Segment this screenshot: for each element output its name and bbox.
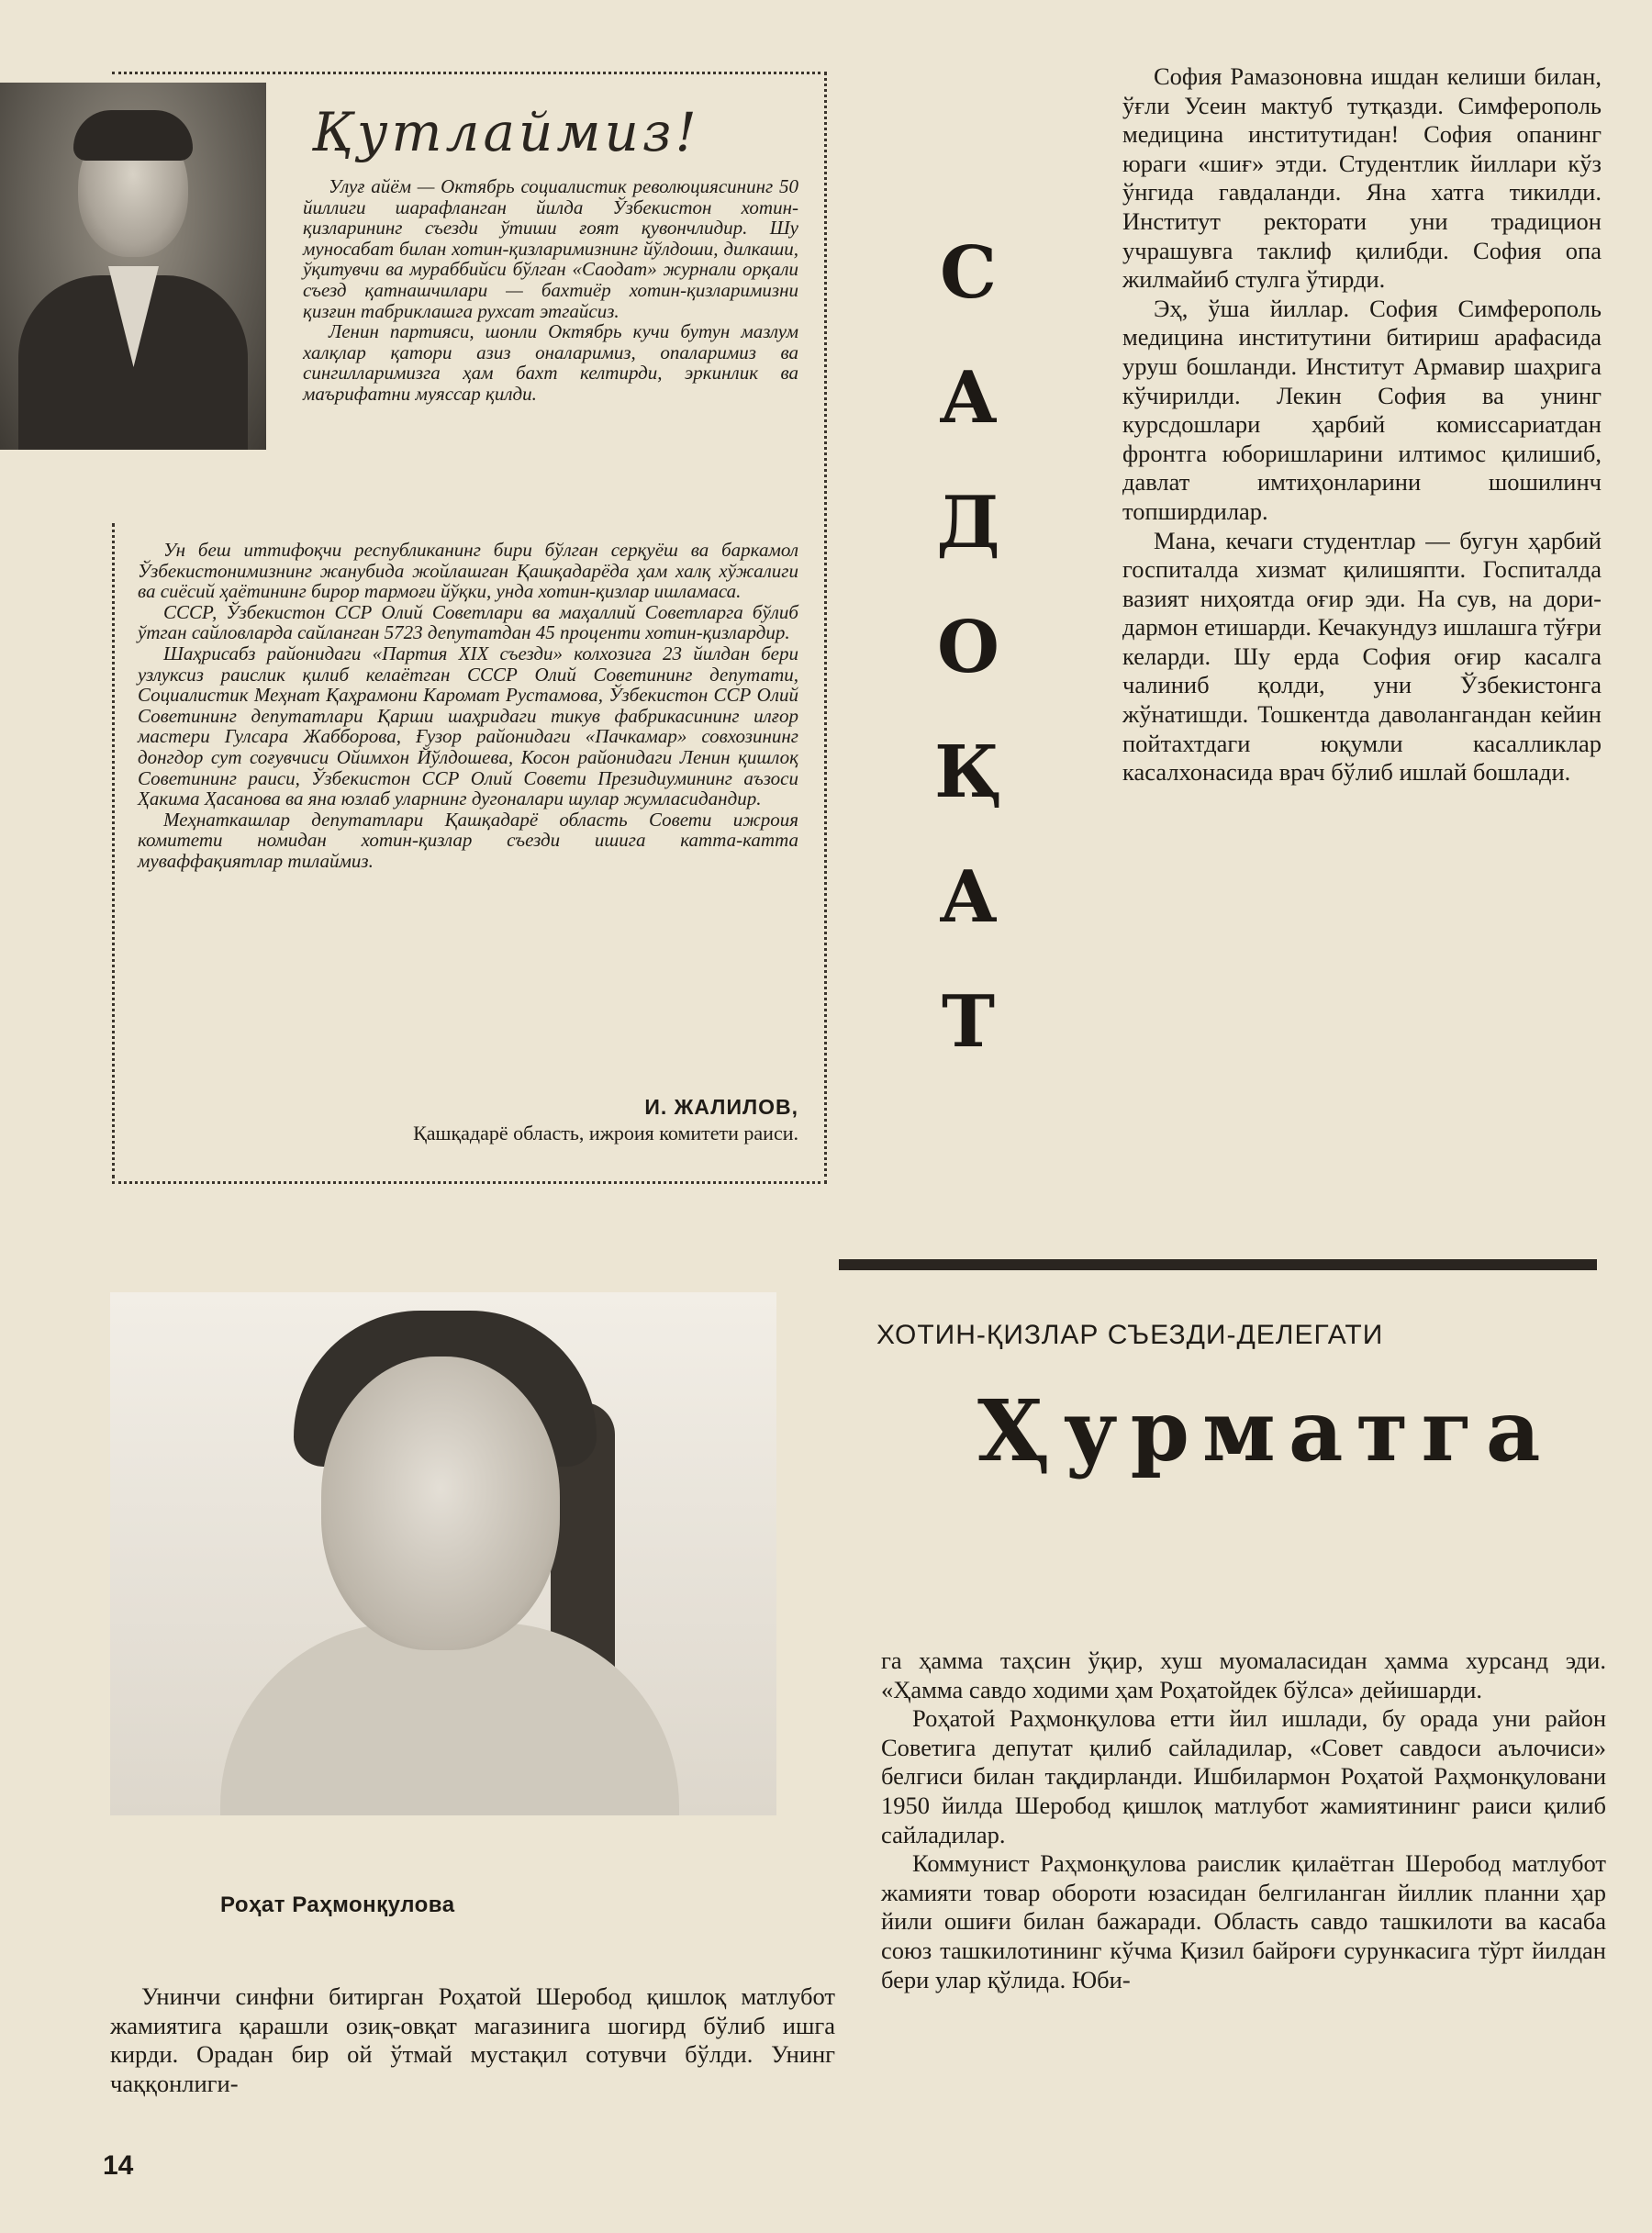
greeting-title: Қутлаймиз! xyxy=(312,101,700,163)
article-paragraph: Унинчи синфни битирган Роҳатой Шеробод қишлоқ матлубот жамиятига қарашли озиқ-овқат магазинига шогирд бўлиб ишга кирди. Орадан бир ой ўтмай мустақил сотувчи бўлди. Унинг чаққонлиги- xyxy=(110,1982,835,2097)
vertical-title xyxy=(932,211,1005,1085)
vertical-title-letter: Қ xyxy=(934,731,1002,814)
greeting-signer: И. ЖАЛИЛОВ, xyxy=(644,1095,798,1119)
greeting-frame-left-rule xyxy=(112,523,115,1178)
article-kicker: ХОТИН-ҚИЗЛАР СЪЕЗДИ-ДЕЛЕГАТИ xyxy=(876,1320,1384,1350)
article-paragraph: Коммунист Раҳмонқулова раислик қилаётган Шеробод матлубот жамияти товар обороти юзасидан белгиланган йиллик планни ҳар йили ошиғи билан бажаради. Область савдо ташкилоти ва касаба союз ташкилотининг кўчма Қизил байроғи сурункасига тўрт йилдан бери улар қўлида. Юби- xyxy=(881,1849,1606,1993)
article-paragraph: га ҳамма таҳсин ўқир, хуш муомаласидан ҳамма хурсанд эди. «Ҳамма савдо ходими ҳам Роҳатойдек бўлса» дейишарди. xyxy=(881,1647,1606,1703)
article-headline: Ҳурматга xyxy=(977,1381,1554,1480)
vertical-title-letter: Д xyxy=(936,481,1000,564)
greeting-text-bottom xyxy=(138,540,798,872)
greeting-paragraph: Ленин партияси, шонли Октябрь кучи бутун мазлум халқлар қатори азиз оналаримиз, опаларимиз ва сингилларимизга ҳам бахт келтирди, эркинлик ва маърифатни муяссар қилди. xyxy=(303,320,798,405)
story-paragraph: Эҳ, ўша йиллар. София Симферополь медицина институтини битириш арафасида уруш бошланди. Институт Армавир шаҳрига кўчирилди. Лекин София ва унинг курсдошлари ҳарбий комиссариатдан фронтга юборишларини илтимос қилишиб, давлат имтиҳонларини шошилинч топширдилар. xyxy=(1122,294,1602,525)
page-number: 14 xyxy=(103,2150,134,2181)
greeting-paragraph: Меҳнаткашлар депутатлари Қашқадарё область Совети ижроия комитети номидан хотин-қизлар съезди ишига катта-катта муваффақиятлар тилаймиз. xyxy=(138,808,798,872)
greeting-signer-role: Қашқадарё область, ижроия комитети раиси. xyxy=(413,1122,798,1144)
section-divider-bar xyxy=(839,1259,1597,1270)
vertical-title-letter: С xyxy=(939,231,998,315)
article-right-column xyxy=(881,1647,1606,1994)
greeting-paragraph: Ун беш иттифоқчи республиканинг бири бўлган серқуёш ва баркамол Ўзбекистонимизнинг жанубида жойлашган Қашқадарёда ҳам халқ хўжалиги ва сиёсий ҳаётининг бирор тармоғи йўқки, унда хотин-қизлар ишламаса. xyxy=(138,539,798,603)
portrait-photo-rahmonqulova xyxy=(110,1292,776,1815)
photo-caption: Роҳат Раҳмонқулова xyxy=(220,1892,455,1917)
greeting-text-top xyxy=(303,176,798,405)
story-paragraph: Мана, кечаги студентлар — бугун ҳарбий госпиталда хизмат қилишяпти. Госпиталда вазият ниҳоятда оғир эди. На сув, на дори-дармон етишарди. Кечакундуз ишлашга тўғри келарди. Шу ерда София оғир касалга чалиниб қолди, уни Ўзбекистонга жўнатишди. Тошкентда даволангандан кейин пойтахтдаги юқумли касалликлар касалхонасида врач бўлиб ишлай бошлади. xyxy=(1122,526,1602,787)
sodat-story-column xyxy=(1122,62,1602,787)
portrait-face xyxy=(321,1357,560,1650)
vertical-title-letter: А xyxy=(939,356,998,440)
story-paragraph: София Рамазоновна ишдан келиши билан, ўғли Усеин мактуб тутқазди. Симферополь медицина институтидан! София опанинг юраги «шиғ» этди. Студентлик йиллари кўз ўнгида гавдаланди. Яна хатга тикилди. Институт ректорати уни традицион учрашувга таклиф қилибди. София опа жилмайиб стулга ўтирди. xyxy=(1122,62,1602,294)
vertical-title-letter: О xyxy=(937,606,999,689)
greeting-paragraph: Улуғ айём — Октябрь социалистик революциясининг 50 йиллиги шарафланган йилда Ўзбекистон хотин-қизларининг съезди ўтиши ғоят қувончлидир. Шу муносабат билан хотин-қизларимизнинг йўлдоши, дилкаши, ўқитувчи ва мураббийси бўлган «Саодат» журнали орқали съезд қатнашчилари — бахтиёр хотин-қизларимизни қизғин табриклашга рухсат этгайсиз. xyxy=(303,175,798,322)
article-paragraph: Роҳатой Раҳмонқулова етти йил ишлади, бу орада уни район Советига депутат қилиб сайладилар, «Совет савдоси аълочиси» белгиси билан тақдирланди. Ишбилармон Роҳатой Раҳмонқуловани 1950 йилда Шеробод қишлоқ матлубот жамиятининг раиси қилиб сайладилар. xyxy=(881,1704,1606,1848)
greeting-paragraph: Шаҳрисабз районидаги «Партия XIX съезди» колхозига 23 йилдан бери узлуксиз раислик қилиб келаётган СССР Олий Советининг депутати, Социалистик Меҳнат Қаҳрамони Каромат Рустамова, Ўзбекистон ССР Олий Советининг депутатлари Қарши шаҳридаги тикув фабрикасининг илғор мастери Гулсара Жабборова, Ғузор районидаги «Пачкамар» совхозининг донгдор сут соғувчиси Ойимхон Йўлдошева, Косон районидаги Ленин қишлоқ Советининг раиси, Ўзбекистон ССР Олий Совети Президиумининг аъзоси Ҳакима Ҳасанова ва яна юзлаб уларнинг дугоналари шулар жумласидандир. xyxy=(138,642,798,810)
greeting-paragraph: СССР, Ўзбекистон ССР Олий Советлари ва маҳаллий Советларга бўлиб ўтган сайловларда сайланган 5723 депутатдан 45 проценти хотин-қизлардир. xyxy=(138,600,798,644)
article-left-column xyxy=(110,1982,835,2098)
vertical-title-letter: Т xyxy=(941,980,996,1064)
vertical-title-letter: А xyxy=(939,855,998,939)
